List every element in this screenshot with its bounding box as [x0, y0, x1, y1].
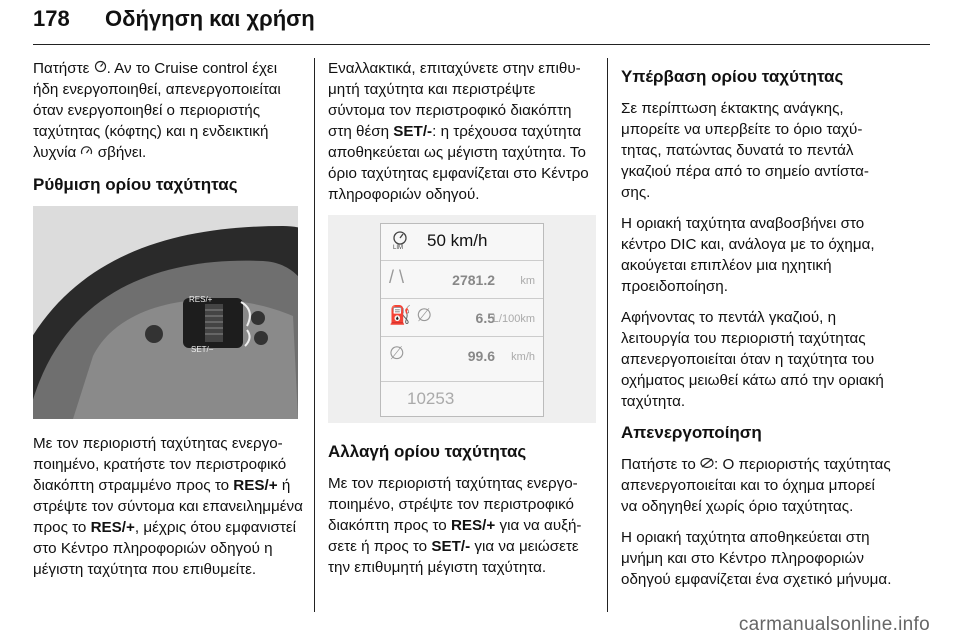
set-label: SET/−: [191, 344, 214, 354]
limiter-indicator: [389, 230, 411, 256]
trip-row: / \ 2781.2 km: [381, 260, 543, 297]
speed-limiter-lamp-icon: [80, 143, 93, 164]
section-heading: Απενεργοποίηση: [621, 423, 762, 442]
steering-wheel-photo: [33, 206, 298, 419]
section-title: Οδήγηση και χρήση: [105, 6, 315, 31]
column-divider: [314, 58, 315, 612]
dic-display: [380, 223, 544, 417]
column-2: [328, 58, 596, 588]
section-heading: Υπέρβαση ορίου ταχύτητας: [621, 67, 844, 86]
odometer-row: [381, 381, 543, 416]
column-divider: [607, 58, 608, 612]
speed-limit-value: 50 km/h: [427, 231, 488, 250]
cancel-icon: [700, 454, 714, 475]
odometer-value: 10253: [407, 389, 455, 408]
paragraph: Αφήνοντας το πεντάλ γκαζιού, η λειτουργία του περιοριστή ταχύτητας απενεργοποιείται όταν η ταχύτητα του οχήματος μειωθεί κάτω από την οριακή ταχύτητα.: [621, 309, 884, 410]
driver-info-center-illustration: [328, 215, 596, 423]
section-heading: Αλλαγή ορίου ταχύτητας: [328, 442, 527, 461]
section-heading: Ρύθμιση ορίου ταχύτητας: [33, 174, 238, 194]
fuel-row: ⛽ ∅ 6.5 L/100km: [381, 298, 543, 335]
trip-icon: / \: [389, 267, 405, 287]
average-icon: ∅: [389, 343, 405, 363]
paragraph: Με τον περιοριστή ταχύτητας ενεργοποιημένο, στρέψτε τον περιστροφικό διακόπτη προς το RES/+ για να αυξήσετε ή προς το SET/- για να μειώσετε την επιθυμητή μέγιστη ταχύτητα.: [328, 475, 582, 576]
page-number: 178: [33, 6, 70, 31]
res-label: RES/+: [189, 294, 213, 304]
paragraph: Πατήστε . Αν το Cruise control έχει ήδη ενεργοποιηθεί, απενεργοποιείται όταν ενεργοποιηθεί ο περιοριστής ταχύτητας (κόφτης) και η ενδεικτική λυχνία σβήνει.: [33, 58, 303, 164]
column-3: [621, 58, 893, 600]
speed-limiter-icon: [94, 58, 107, 79]
speed-limiter-icon: [389, 230, 411, 250]
avg-speed-row: ∅ 99.6 km/h: [381, 336, 543, 373]
header-rule: [33, 44, 930, 45]
column-1: [33, 58, 303, 590]
fuel-pump-icon: ⛽ ∅: [389, 305, 433, 325]
paragraph: Με τον περιοριστή ταχύτητας ενεργοποιημένο, κρατήστε τον περιστροφικό διακόπτη στραμμένο προς το RES/+ ή στρέψτε τον σύντομα και επανειλημμένα προς το RES/+, μέχρις ότου εμφανιστεί στο Κέντρο πληροφοριών οδηγού η μέγιστη ταχύτητα που επιθυμείτε.: [33, 434, 303, 578]
svg-text:LIM: LIM: [393, 245, 404, 250]
paragraph: Πατήστε το : Ο περιοριστής ταχύτητας απενεργοποιείται και το όχημα μπορεί να οδηγηθεί χωρίς όριο ταχύτητας.: [621, 456, 891, 516]
paragraph: Η οριακή ταχύτητα αναβοσβήνει στο κέντρο DIC και, ανάλογα με το όχημα, ακούγεται επιπλέον μια ηχητική προειδοποίηση.: [621, 215, 875, 295]
paragraph: Εναλλακτικά, επιταχύνετε στην επιθυμητή ταχύτητα και περιστρέψτε σύντομα τον περιστροφικό διακόπτη στη θέση SET/-: η τρέχουσα ταχύτητα αποθηκεύεται ως μέγιστη ταχύτητα. Το όριο ταχύτητας εμφανίζεται στο Κέντρο πληροφοριών οδηγού.: [328, 60, 589, 203]
paragraph: Η οριακή ταχύτητα αποθηκεύεται στη μνήμη και στο Κέντρο πληροφοριών οδηγού εμφανίζεται ένα σχετικό μήνυμα.: [621, 529, 892, 589]
paragraph: Σε περίπτωση έκτακτης ανάγκης, μπορείτε να υπερβείτε το όριο ταχύτητας, πατώντας δυνατά το πεντάλ γκαζιού πέρα από το σημείο αντίστασης.: [621, 100, 869, 201]
watermark: carmanualsonline.info: [738, 614, 930, 635]
page-header: [33, 6, 315, 32]
